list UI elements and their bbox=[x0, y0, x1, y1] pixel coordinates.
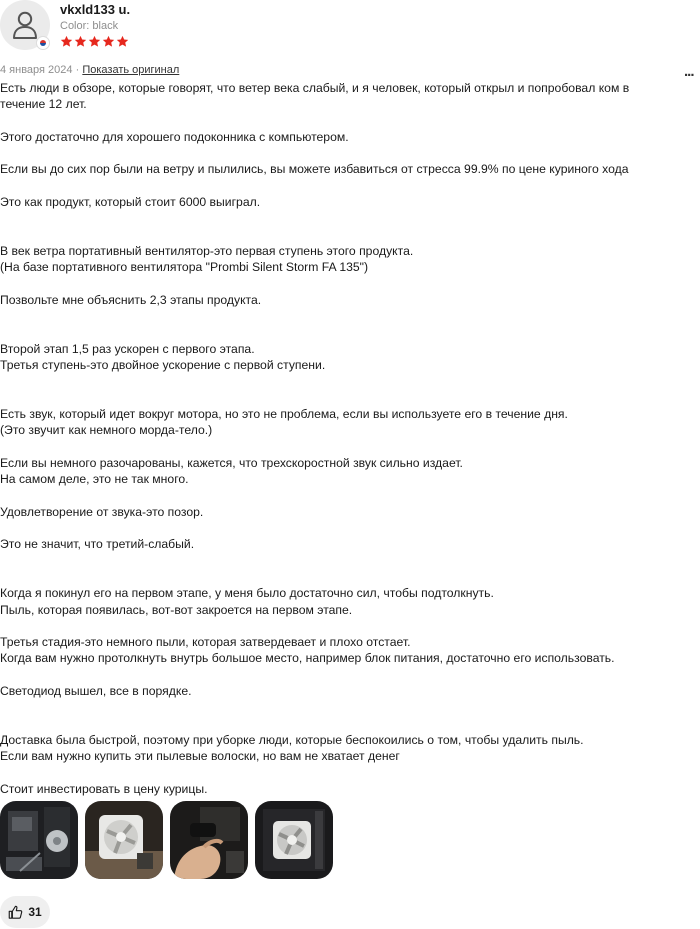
country-flag-icon bbox=[36, 36, 50, 50]
review-photo-3[interactable] bbox=[170, 801, 248, 879]
star-icon bbox=[116, 35, 129, 48]
review-photo-4[interactable] bbox=[255, 801, 333, 879]
meta-separator: · bbox=[75, 64, 80, 76]
review-date: 4 января 2024 bbox=[0, 64, 73, 76]
star-icon bbox=[60, 35, 73, 48]
product-color-label: Color: black bbox=[60, 20, 119, 32]
fan-in-case-photo bbox=[255, 801, 333, 879]
user-icon bbox=[12, 11, 38, 39]
review-photos bbox=[0, 801, 333, 879]
fan-on-table-photo bbox=[85, 801, 163, 879]
like-count: 31 bbox=[28, 905, 42, 919]
rating-stars bbox=[60, 35, 129, 48]
like-button[interactable] bbox=[0, 896, 50, 928]
review-photo-2[interactable] bbox=[85, 801, 163, 879]
review-photo-1[interactable] bbox=[0, 801, 78, 879]
review-author: vkxld133 u. bbox=[60, 2, 131, 17]
star-icon bbox=[102, 35, 115, 48]
review-text: Есть люди в обзоре, которые говорят, что ветер века слабый, и я человек, который открыл и попробовал ком в течение 12 лет. Этого достаточно для хорошего подоконника с компьютером. Если вы до сих пор были на ветру и пылились, вы можете избавиться от стресса 99.9% по цене куриного хода Это как продукт, который стоит 6000 выиграл. В век ветра портативный вентилятор-это первая ступень этого продукта. (На базе портативного вентилятора "Prombi Silent Storm FA 135") Позвольте мне объяснить 2,3 этапы продукта. Второй этап 1,5 раз ускорен с первого этапа. Третья ступень-это двойное ускорение с первой ступени. Есть звук, который идет вокруг мотора, но это не проблема, если вы используете его в течение дня. (Это звучит как немного морда-тело.) Если вы немного разочарованы, кажется, что трехскоростной звук сильно издает. На самом деле, это не так много. Удовлетворение от звука-это позор. Это не значит, что третий-слабый. Когда я покинул его на первом этапе, у меня было достаточно сил, чтобы подтолкнуть. Пыль, которая появилась, вот-вот закроется на первом этапе. Третья стадия-это немного пыли, которая затвердевает и плохо отстает. Когда вам нужно протолкнуть внутрь большое место, например блок питания, достаточно его использовать. Светодиод вышел, все в порядке. Доставка была быстрой, поэтому при уборке люди, которые беспокоились о том, чтобы удалить пыль. Если вам нужно купить эти пылевые волоски, но вам не хватает денег Стоит инвестировать в цену курицы. bbox=[0, 81, 630, 796]
pc-case-interior-photo bbox=[0, 801, 78, 879]
star-icon bbox=[74, 35, 87, 48]
star-icon bbox=[88, 35, 101, 48]
more-options-button[interactable]: ... bbox=[684, 63, 694, 80]
thumbs-up-icon bbox=[8, 905, 23, 920]
review-meta bbox=[0, 64, 179, 76]
hand-holding-fan-photo bbox=[170, 801, 248, 879]
show-original-link[interactable]: Показать оригинал bbox=[82, 64, 180, 76]
